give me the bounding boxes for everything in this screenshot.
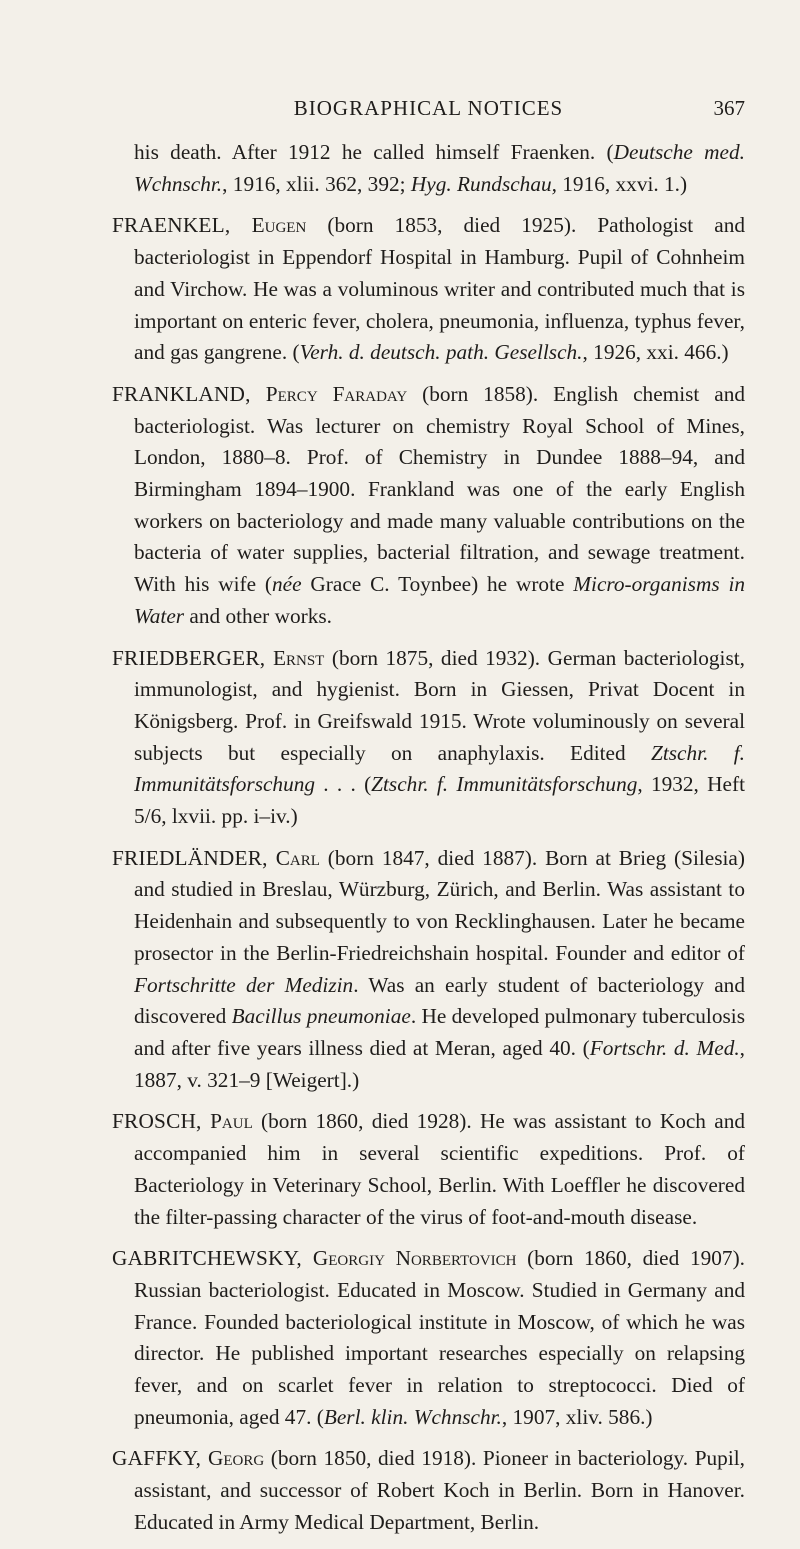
entry-given-names: Eugen: [251, 213, 307, 238]
entry-friedlander: [112, 843, 745, 1097]
entry-text: Grace C. Toynbee) he wrote: [301, 572, 574, 597]
entry-text: 1916, xxvi. 1.): [556, 171, 688, 196]
entry-text: (born 1850, died 1918). Pioneer in bacteriology. Pupil, assistant, and successor of Robert Koch in Berlin. Born in Hanover. Educated in Army Medical Department, Berlin.: [134, 1446, 745, 1534]
entry-frosch: [112, 1106, 745, 1233]
citation-italic: Verh. d. deutsch. path. Gesellsch.: [299, 340, 583, 365]
entry-text: , 1887, v. 321–9 [Weigert].): [134, 1035, 745, 1092]
citation-italic: Micro-organisms in Water: [134, 572, 746, 628]
entry-given-names: Georg: [207, 1446, 265, 1471]
running-title: BIOGRAPHICAL NOTICES: [293, 96, 564, 120]
citation-italic: Bacillus pneumoniae: [231, 1004, 411, 1029]
entry-given-names: Percy Faraday: [265, 381, 408, 406]
page-body: [112, 137, 745, 1549]
entry-name: FRIEDBERGER,: [112, 645, 273, 670]
entry-given-names: Georgiy Norbertovich: [312, 1246, 517, 1271]
citation-italic: née: [272, 572, 302, 597]
page-number: 367: [713, 96, 745, 120]
entry-given-names: Ernst: [272, 645, 325, 670]
entry-text: , 1932, Heft 5/6, lxvii. pp. i–iv.): [134, 772, 745, 829]
entry-text: (born 1875, died 1932). German bacteriologist, immunologist, and hygienist. Born in Giessen, Privat Docent in Königsberg. Prof. in Greifswald 1915. Wrote voluminously on several subjects but especially on anaphylaxis. Edited: [134, 645, 745, 765]
entry-name: GABRITCHEWSKY,: [112, 1246, 313, 1271]
entry-name: FRAENKEL,: [112, 213, 252, 238]
entry-given-names: Carl: [275, 845, 320, 870]
entry-name: FROSCH,: [112, 1109, 211, 1134]
entry-text: , 1907, xliv. 586.): [501, 1404, 653, 1429]
entry-text: . He developed pulmonary tuberculosis and after five years illness died at Meran, aged 40. (: [134, 1004, 745, 1060]
entry-text: (born 1860, died 1907). Russian bacteriologist. Educated in Moscow. Studied in Germany and France. Founded bacteriological institute in Moscow, of which he was director. He published important researches especially on relapsing fever, and on scarlet fever in relation to streptococci. Died of pneumonia, aged 47. (: [134, 1246, 745, 1429]
entry-fraenken-continuation: [112, 137, 745, 200]
citation-italic: Berl. klin. Wchnschr.: [323, 1404, 502, 1429]
entry-gaffky: [112, 1443, 745, 1538]
entry-gabritchewsky: [112, 1243, 745, 1433]
citation-italic: Fortschr. d. Med.: [589, 1035, 740, 1060]
entry-text: his death. After 1912 he called himself Fraenken. (: [134, 140, 614, 164]
entry-text: and other works.: [184, 603, 332, 628]
entry-text: (born 1853, died 1925). Pathologist and bacteriologist in Eppendorf Hospital in Hamburg. Pupil of Cohnheim and Virchow. He was a voluminous writer and contributed much that is important on enteric fever, cholera, pneumonia, influenza, typhus fever, and gas gangrene. (: [134, 213, 745, 365]
running-header: [112, 96, 745, 126]
entry-text: (born 1860, died 1928). He was assistant to Koch and accompanied him in several scientific expeditions. Prof. of Bacteriology in Veterinary School, Berlin. With Loeffler he discovered the filter-passing character of the virus of foot-and-mouth disease.: [134, 1109, 745, 1229]
entry-fraenkel: [112, 210, 745, 369]
citation-italic: Deutsche med. Wchnschr.: [134, 140, 745, 196]
entry-name: FRIEDLÄNDER,: [112, 845, 276, 870]
entry-text: (born 1858). English chemist and bacteriologist. Was lecturer on chemistry Royal School of Mines, London, 1880–8. Prof. of Chemistry in Dundee 1888–94, and Birmingham 1894–1900. Frankland was one of the early English workers on bacteriology and made many valuable contributions on the bacteria of water supplies, bacterial filtration, and sewage treatment. With his wife (: [134, 381, 746, 597]
entry-given-names: Paul: [210, 1109, 253, 1134]
citation-italic: Hyg. Rundschau,: [410, 171, 557, 196]
entry-text: . . . (: [315, 772, 372, 797]
citation-italic: Fortschritte der Medizin: [134, 972, 354, 997]
entry-friedberger: [112, 643, 745, 833]
entry-name: FRANKLAND,: [112, 381, 266, 406]
entry-text: (born 1847, died 1887). Born at Brieg (Silesia) and studied in Breslau, Würzburg, Zürich, and Berlin. Was assistant to Heidenhain and subsequently to von Recklinghausen. Later he became prosector in the Berlin-Friedreichshain hospital. Founder and editor of: [134, 845, 745, 965]
entry-frankland: [112, 379, 745, 633]
entry-text: . Was an early student of bacteriology and discovered: [134, 972, 745, 1029]
entry-text: , 1926, xxi. 466.): [582, 340, 729, 365]
entry-text: , 1916, xlii. 362, 392;: [222, 171, 411, 196]
entry-name: GAFFKY,: [112, 1446, 208, 1471]
citation-italic: Ztschr. f. Immunitätsforschung: [371, 772, 638, 797]
citation-italic: Ztschr. f. Immunitätsforschung: [134, 740, 745, 797]
